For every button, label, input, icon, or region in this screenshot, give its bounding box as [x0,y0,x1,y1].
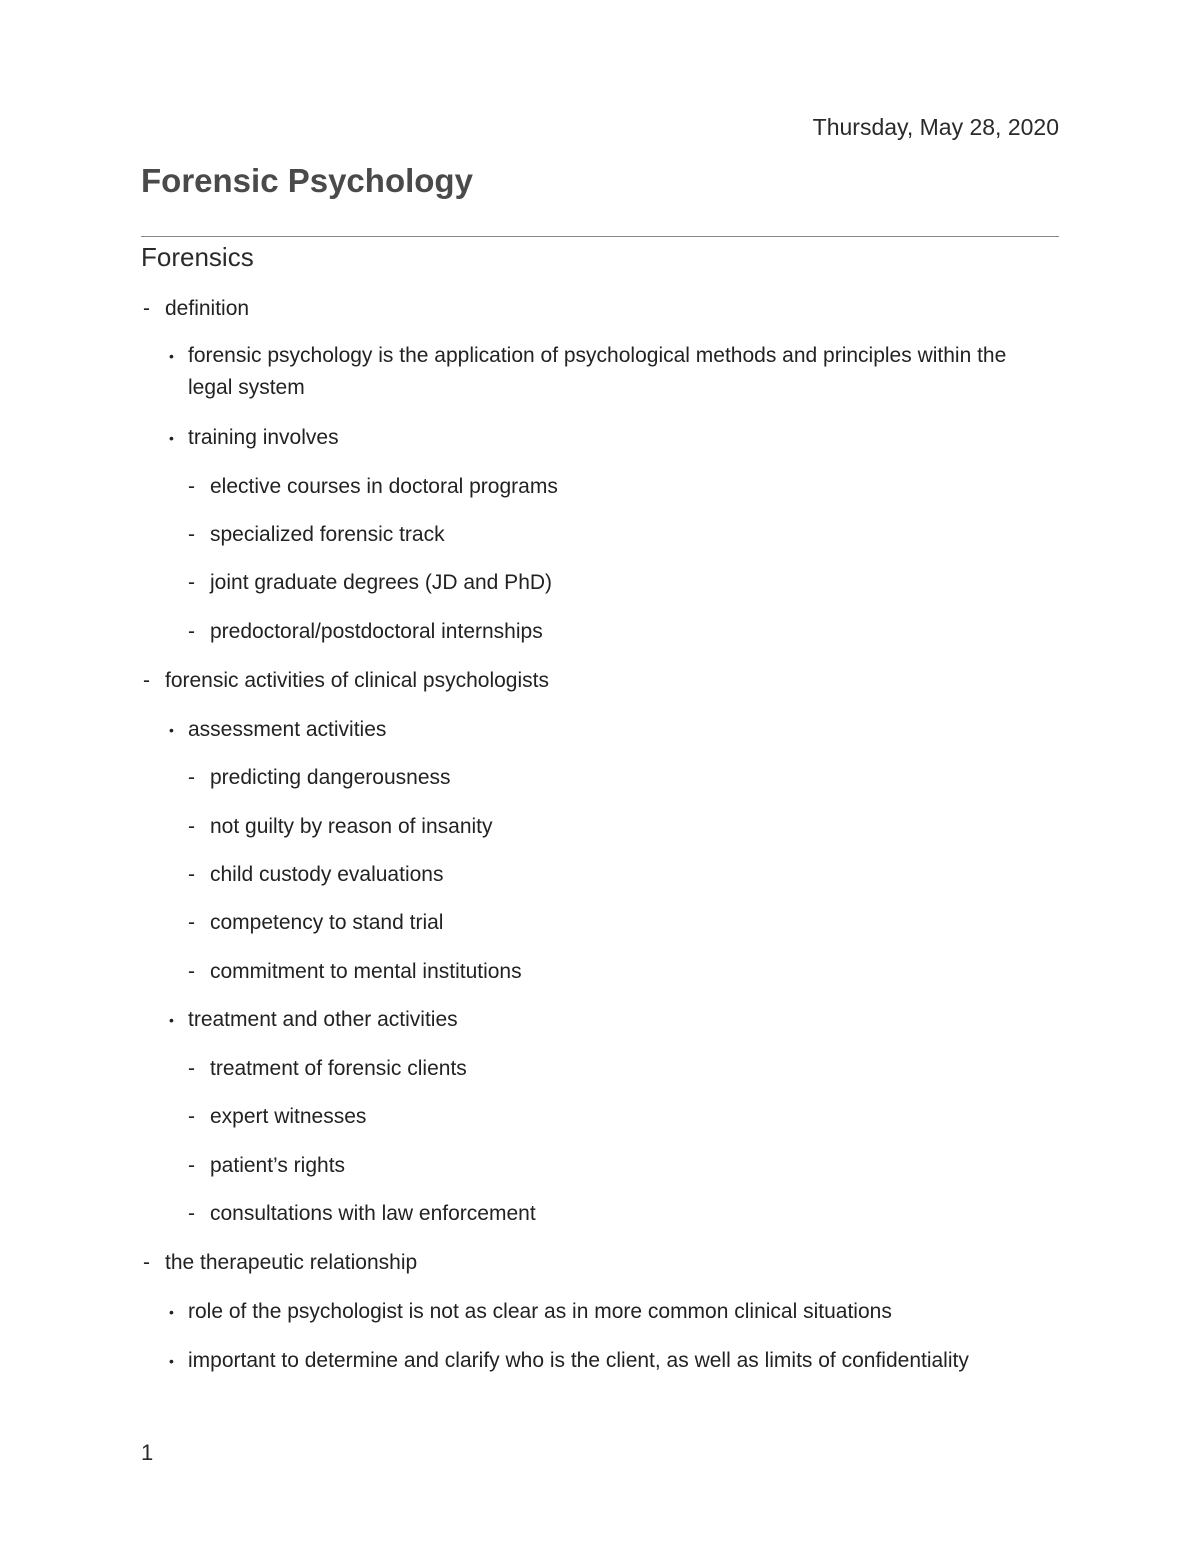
outline-item-level-2 [169,1345,1038,1377]
bullet-marker: • [169,722,174,738]
outline-item-level-2 [169,1296,1038,1328]
outline-item-text: joint graduate degrees (JD and PhD) [210,571,553,594]
outline-item-text: predicting dangerousness [210,766,451,789]
outline-item-level-3 [188,519,1040,551]
outline-item-text: not guilty by reason of insanity [210,815,493,838]
outline-item-level-3 [188,1198,1040,1230]
outline-item-level-2 [169,1004,1038,1036]
outline-item-level-3 [188,762,1040,794]
outline-item-text: the therapeutic relationship [165,1251,418,1274]
dash-marker: - [188,766,195,789]
dash-marker: - [188,571,195,594]
outline-item-level-1 [143,665,1045,697]
outline-item-text: training involves [188,426,339,449]
outline-item-level-3 [188,956,1040,988]
dash-marker: - [188,1105,195,1128]
outline-item-text: consultations with law enforcement [210,1202,536,1225]
outline-item-level-3 [188,567,1040,599]
outline-item-level-3 [188,811,1040,843]
title-divider [141,236,1059,237]
outline-item-text: forensic activities of clinical psychologists [165,669,549,692]
outline-item-text: patient’s rights [210,1154,346,1177]
outline-item-text: important to determine and clarify who is the client, as well as limits of confidentiality [188,1349,969,1372]
outline-item-text: specialized forensic track [210,523,445,546]
page-title: Forensic Psychology [141,162,473,199]
outline-item-text: competency to stand trial [210,911,444,934]
dash-marker: - [143,297,150,320]
dash-marker: - [188,1057,195,1080]
dash-marker: - [188,1202,195,1225]
outline-item-text: forensic psychology is the application of psychological methods and principles within the legal system [188,344,1007,399]
outline-item-level-3 [188,859,1040,891]
page-number: 1 [141,1440,154,1465]
outline-item-level-3 [188,907,1040,939]
outline-item-level-3 [188,1101,1040,1133]
bullet-marker: • [169,430,174,446]
dash-marker: - [188,863,195,886]
bullet-marker: • [169,1012,174,1028]
outline-item-level-3 [188,616,1040,648]
outline-item-text: definition [165,297,250,320]
section-heading: Forensics [141,242,254,272]
dash-marker: - [188,620,195,643]
note-date: Thursday, May 28, 2020 [812,114,1059,140]
dash-marker: - [188,475,195,498]
dash-marker: - [188,523,195,546]
outline-item-level-2 [169,714,1038,746]
outline-item-level-3 [188,1053,1040,1085]
outline-item-text: treatment and other activities [188,1008,458,1031]
outline-item-text: commitment to mental institutions [210,960,522,983]
outline-item-text: expert witnesses [210,1105,367,1128]
bullet-marker: • [169,348,174,364]
outline-item-text: predoctoral/postdoctoral internships [210,620,543,643]
outline-item-text: child custody evaluations [210,863,444,886]
outline-item-level-2 [169,422,1038,454]
dash-marker: - [188,960,195,983]
outline-item-level-1 [143,1247,1045,1279]
dash-marker: - [188,815,195,838]
outline-item-text: elective courses in doctoral programs [210,475,558,498]
dash-marker: - [188,1154,195,1177]
bullet-marker: • [169,1304,174,1320]
outline-item-level-2 [169,340,1038,404]
dash-marker: - [188,911,195,934]
outline-item-text: treatment of forensic clients [210,1057,467,1080]
outline-item-text: role of the psychologist is not as clear as in more common clinical situations [188,1300,892,1323]
dash-marker: - [143,1251,150,1274]
outline-item-level-3 [188,471,1040,503]
outline-item-text: assessment activities [188,718,387,741]
bullet-marker: • [169,1353,174,1369]
dash-marker: - [143,669,150,692]
outline-item-level-1 [143,293,1045,325]
outline-item-level-3 [188,1150,1040,1182]
